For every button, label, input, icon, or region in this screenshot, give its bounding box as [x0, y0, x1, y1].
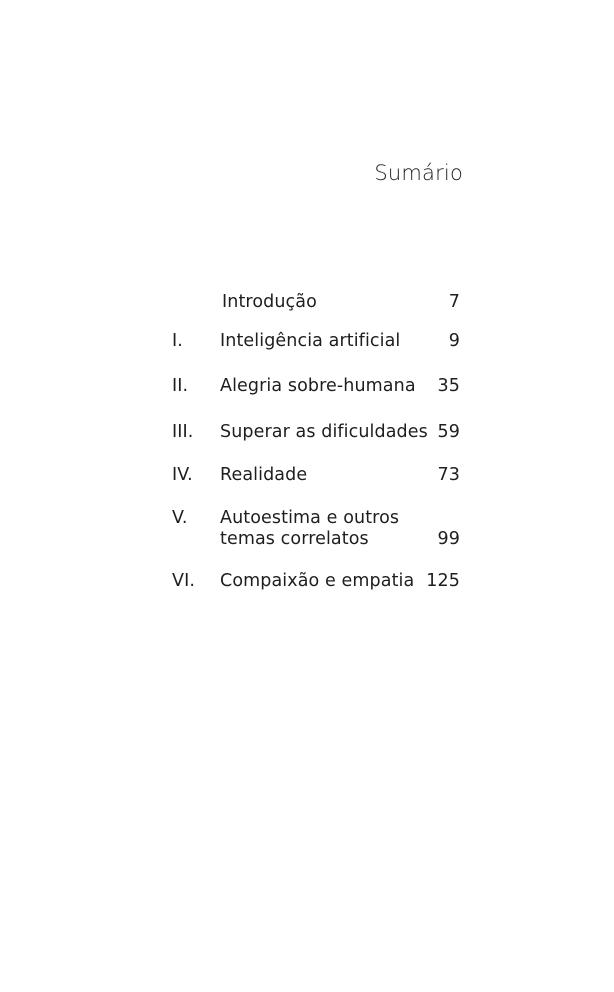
chapter-title: Inteligência artificial: [220, 331, 401, 351]
page-title: Sumário: [374, 161, 463, 185]
toc-entry-chapter-6: [172, 571, 460, 595]
page-number: 99: [437, 529, 460, 549]
page-number: 59: [437, 422, 460, 442]
page-number: 7: [448, 292, 460, 312]
toc-entry-introduction: [172, 292, 460, 316]
chapter-numeral: II.: [172, 376, 189, 396]
chapter-numeral: III.: [172, 422, 194, 442]
chapter-numeral: I.: [172, 331, 183, 351]
chapter-numeral: IV.: [172, 465, 193, 485]
chapter-numeral: VI.: [172, 571, 195, 591]
toc-entry-chapter-3: [172, 422, 460, 446]
chapter-title-line-1: Autoestima e outros: [220, 508, 400, 528]
toc-entry-chapter-5: [172, 508, 460, 554]
page-number: 35: [437, 376, 460, 396]
chapter-numeral: V.: [172, 508, 188, 528]
chapter-title: Superar as dificuldades: [220, 422, 428, 442]
page-number: 73: [437, 465, 460, 485]
toc-entry-chapter-1: [172, 331, 460, 355]
page-number: 9: [448, 331, 460, 351]
toc-entry-chapter-2: [172, 376, 460, 400]
chapter-title: Alegria sobre-humana: [220, 376, 416, 396]
page-number: 125: [426, 571, 460, 591]
chapter-title: Introdução: [222, 292, 317, 312]
chapter-title: Compaixão e empatia: [220, 571, 415, 591]
chapter-title: [220, 508, 420, 550]
chapter-title: Realidade: [220, 465, 308, 485]
toc-entry-chapter-4: [172, 465, 460, 489]
chapter-title-line-2: temas correlatos: [220, 529, 369, 549]
